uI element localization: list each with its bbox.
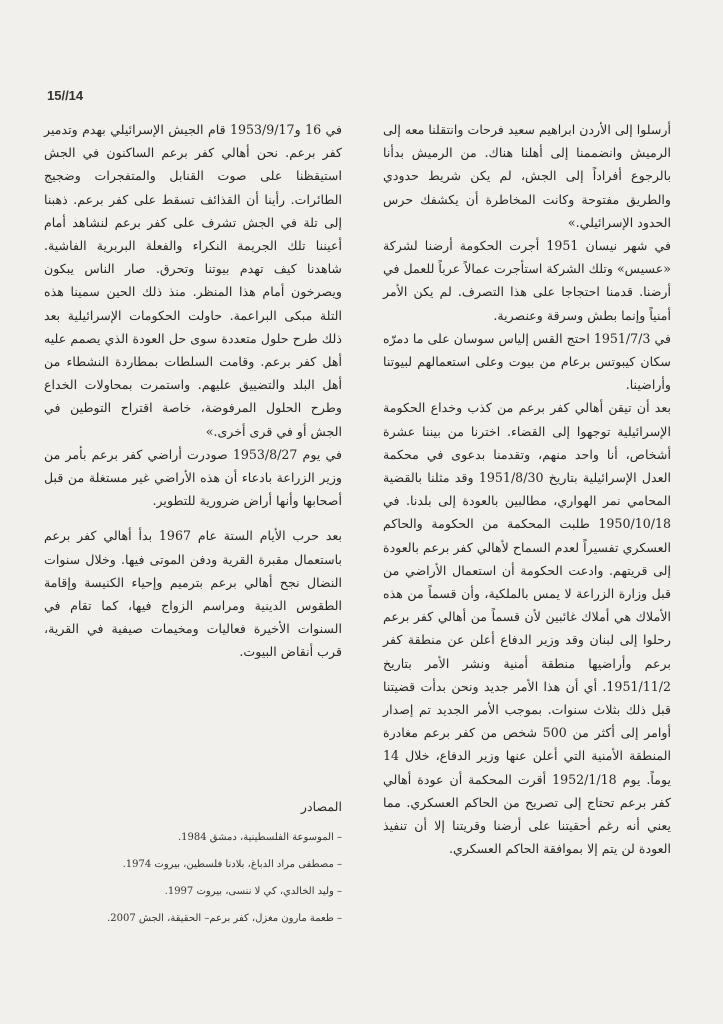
paragraph: بعد أن تيقن أهالي كفر برعم من كذب وخداع الحكومة الإسرائيلية توجهوا إلى القضاء. اخترنا من بيننا عشرة أشخاص، أنا واحد منهم، وتقدمنا بدعوى في محكمة العدل الإسرائيلية بتاريخ 1951/8/30 وقد مثلنا بالقضية المحامي نمر الهواري، مطالبين بالعودة إلى بلدنا. في 1950/10/18 طلبت المحكمة من الحكومة والحاكم العسكري تفسيراً لعدم السماح لأهالي كفر برعم بالعودة إلى قريتهم. وادعت الحكومة أن استعمال الأراضي من قبل وزارة الزراعة لا يمس بالملكية، وأن قسماً من هذه الأملاك هي أملاك غائبين لأن قسماً من أهالي كفر برعم رحلوا إلى لبنان وقد وزير الدفاع أعلن عن منطقة كفر برعم وأراضيها منطقة أمنية ونشر الأمر بتاريخ 1951/11/2. أي أن هذا الأمر جديد ونحن بدأت قضيتنا قبل ذلك بثلاث سنوات. بموجب الأمر الجديد تم إصدار أوامر إلى أكثر من 500 شخص من كفر برعم مغادرة المنطقة الأمنية التي أعلن عنها وزير الدفاع، خلال 14 يوماً. يوم 1952/1/18 أقرت المحكمة أن عودة أهالي كفر برعم تحتاج إلى تصريح من الحاكم العسكري. مما يعني أنه رغم أحقيتنا على أرضنا وقريتنا إلا أن تنفيذ العودة لن يتم إلا بموافقة الحاكم العسكري. <box>383 400 671 857</box>
paragraph: أرسلوا إلى الأردن ابراهيم سعيد فرحات وانتقلنا معه إلى الرميش وانضممنا إلى أهلنا هناك. من الرميش بدأنا بالرجوع أفراداً إلى الجش، لم يكن شريط حدودي والطريق مفتوحة وكانت المخاطرة أن يكشفك حرس الحدود الإسرائيلي.» <box>382 122 671 230</box>
paragraph: بعد حرب الأيام الستة عام 1967 بدأ أهالي كفر برعم باستعمال مقبرة القرية ودفن الموتى فيها. وخلال سنوات النضال نجح أهالي برعم بترميم وإحياء الكنيسة وإقامة الطقوس الدينية ومراسم الزواج فيها، كما تقام في السنوات الأخيرة فعاليات ومخيمات صيفية في القرية، قرب أنقاض البيوت. <box>44 528 343 660</box>
source-item: – طعمة مارون مغزل، كفر برعم– الحقيقة، الجش 2007. <box>107 913 342 924</box>
source-item: – الموسوعة الفلسطينية، دمشق 1984. <box>177 832 342 843</box>
sources-section <box>44 796 342 932</box>
right-column <box>383 118 671 861</box>
paragraph: في شهر نيسان 1951 أجرت الحكومة أرضنا لشركة «عسيس» وتلك الشركة استأجرت عمالاً عرباً للعمل في أرضنا. قدمنا احتجاجا على هذا التصرف. لم يكن الأمر أمنياً وإنما بطش وسرقة وعنصرية. <box>383 238 671 323</box>
sources-list <box>44 824 342 932</box>
page-number: 15//14 <box>47 88 84 103</box>
paragraph: في 1951/7/3 احتج القس إلياس سوسان على ما دمرّه سكان كيبوتس برعام من بيوت وعلى استعمالهم لبيوتنا وأراضينا. <box>383 330 671 393</box>
paragraph: في يوم 1953/8/27 صودرت أراضي كفر برعم بأمر من وزير الزراعة بادعاء أن هذه الأراضي غير مستغلة من قبل أصحابها وأنها أراض ضرورية للتطوير. <box>44 446 342 509</box>
left-column <box>44 118 342 664</box>
source-item: – مصطفى مراد الدباغ، بلادنا فلسطين، بيروت 1974. <box>122 859 342 870</box>
sources-title: المصادر <box>300 799 342 814</box>
paragraph-gap <box>44 512 342 524</box>
source-item: – وليد الخالدي، كي لا ننسى، بيروت 1997. <box>164 886 342 897</box>
paragraph: في 16 و1953/9/17 قام الجيش الإسرائيلي بهدم وتدمير كفر برعم. نحن أهالي كفر برعم الساكنون في الجش استيقظنا على صوت القنابل والمتفجرات وضجيج الطائرات. رأينا أن القذائف تسقط على كفر برعم. ذهبنا إلى تلة في الجش تشرف على كفر برعم لنشاهد أمام أعيننا تلك الجريمة النكراء والفعلة البربرية الفاشية. شاهدنا كيف تهدم بيوتنا وتحرق. صار الناس يبكون ويصرخون أمام هذا المنظر. منذ ذلك الحين سمينا هذه التلة مبكى البراعمة. حاولت الحكومات الإسرائيلية بعد ذلك طرح حلول متعددة سوى حل العودة الذي يصمم عليه أهل كفر برعم. وقامت السلطات بمطاردة النشطاء من أهل البلد والتضييق عليهم. واستمرت بمحاولات الخداع وطرح الحلول المرفوضة، خاصة اقتراح التوطين في الجش أو في قرى أخرى.» <box>44 122 343 439</box>
